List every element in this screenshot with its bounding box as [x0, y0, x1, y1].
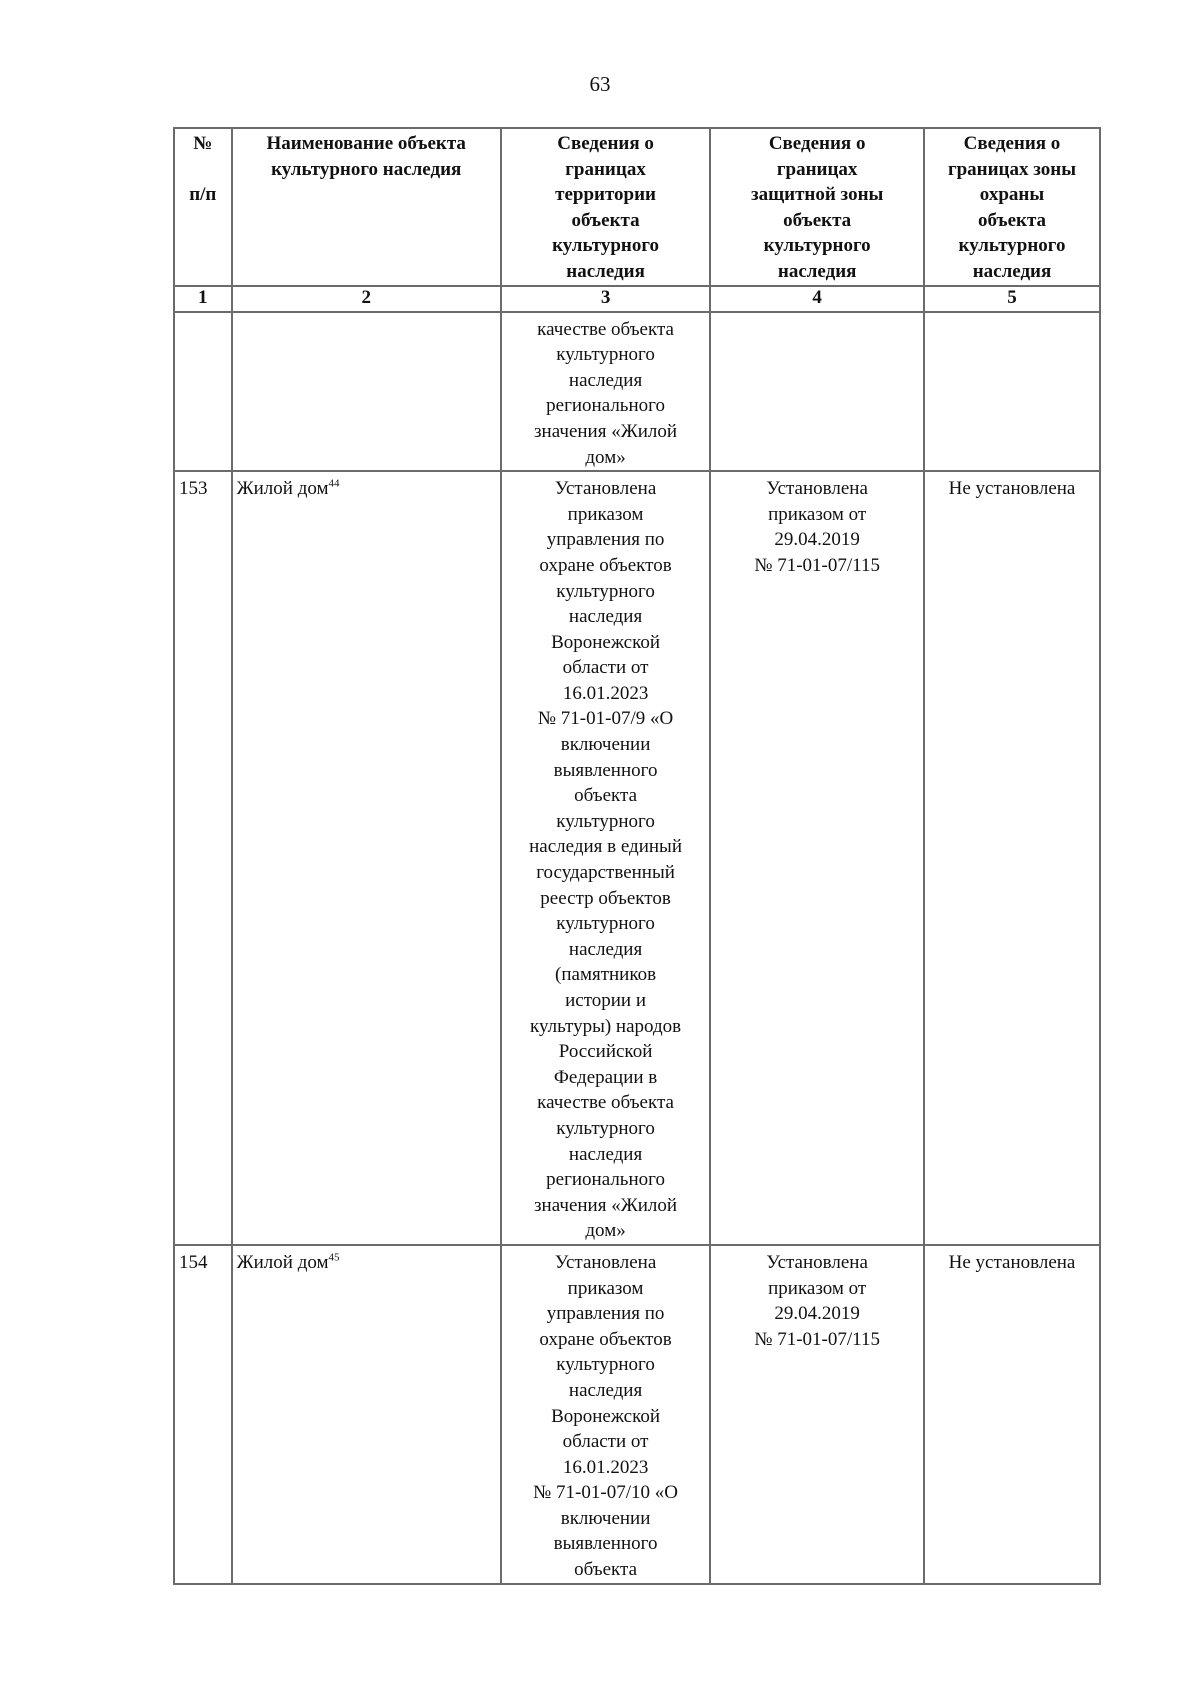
text-line: 29.04.2019 — [774, 529, 860, 551]
text-line: дом» — [585, 446, 626, 468]
cell-number — [174, 312, 232, 472]
text-line: наследия — [568, 938, 643, 960]
cell-protective-zone — [710, 471, 924, 1245]
cell-number: 154 — [174, 1245, 232, 1584]
text-line: 16.01.2023 — [562, 1456, 649, 1478]
cell-name — [232, 471, 501, 1245]
text-line: культурного — [556, 344, 655, 366]
text-line: защитной зоны — [750, 184, 884, 206]
text-line: истории и — [565, 990, 647, 1011]
header-name — [232, 128, 501, 286]
text-line: культуры) народов — [529, 1015, 682, 1037]
column-number: 5 — [924, 286, 1100, 312]
text-line: границах зоны — [947, 158, 1077, 180]
table-row — [174, 1245, 1100, 1584]
text-line: Установлена — [554, 478, 657, 500]
text-line: регионального — [546, 1169, 665, 1191]
header-protective-zone — [710, 128, 924, 286]
table-row-continuation — [174, 312, 1100, 472]
text-line: наследия — [568, 1379, 643, 1401]
text-line: Наименование объекта — [266, 133, 466, 154]
header-row — [174, 128, 1100, 286]
text-line: области от — [562, 657, 649, 679]
text-line: 29.04.2019 — [774, 1303, 860, 1325]
text-line: наследия — [972, 260, 1052, 282]
text-line: объекта — [574, 785, 638, 807]
text-line: Установлена — [766, 1251, 868, 1273]
cell-territory — [501, 312, 711, 472]
text-line: дом» — [585, 1220, 626, 1242]
footnote-ref: 44 — [328, 477, 340, 490]
text-line: охране объектов — [539, 554, 672, 576]
text-line: границах — [776, 158, 858, 180]
text-line: охране объектов — [539, 1328, 672, 1350]
text-line: наследия — [566, 260, 645, 282]
text-line: Установлена — [554, 1251, 657, 1273]
text-line: Федерации в — [553, 1066, 658, 1088]
text-line: наследия — [568, 369, 643, 391]
text-line: объекта — [571, 209, 640, 231]
header-protection-zone — [924, 128, 1100, 286]
text-line: культурного наследия — [271, 158, 462, 180]
text-line: № 71-01-07/9 «О — [537, 708, 674, 730]
page-number: 63 — [589, 72, 611, 96]
text-line: Сведения о — [963, 133, 1061, 154]
cell-territory — [501, 471, 711, 1245]
text-line: Воронежской — [551, 631, 661, 653]
cell-protection-zone: Не установлена — [924, 471, 1100, 1245]
text-line: Сведения о — [557, 133, 654, 154]
text-line: государственный — [536, 862, 675, 884]
text-line: Сведения о — [768, 133, 866, 154]
text-line: культурного — [552, 235, 660, 257]
column-number: 4 — [710, 286, 924, 312]
column-numbers-row — [174, 286, 1100, 312]
object-name: Жилой дом — [236, 1251, 329, 1273]
text-line: культурного — [556, 810, 655, 832]
text-line: приказом — [567, 1277, 644, 1299]
text-line: границах — [565, 158, 646, 180]
column-number: 3 — [501, 286, 711, 312]
text-line: № 71-01-07/10 «О — [533, 1482, 678, 1504]
text-line: культурного — [556, 580, 655, 602]
text-line: включении — [560, 1507, 651, 1529]
text-line: наследия — [777, 260, 857, 282]
column-number: 2 — [232, 286, 501, 312]
header-territory — [501, 128, 711, 286]
text-line: № 71-01-07/115 — [754, 554, 880, 576]
cell-territory — [501, 1245, 711, 1584]
cell-protection-zone — [924, 312, 1100, 472]
cell-number: 153 — [174, 471, 232, 1245]
text-line: включении — [560, 734, 651, 756]
text-line: Установлена — [766, 478, 868, 500]
text-line: области от — [562, 1431, 649, 1453]
text-line: качестве объекта — [537, 1092, 674, 1114]
text-line: приказом от — [768, 503, 867, 525]
text-line: наследия в единый — [529, 836, 682, 858]
header-number — [174, 128, 232, 286]
cell-protection-zone: Не установлена — [924, 1245, 1100, 1584]
text-line: приказом от — [768, 1277, 867, 1299]
text-line: управления по — [546, 529, 665, 551]
header-number-pp: п/п — [189, 184, 217, 206]
cell-name — [232, 312, 501, 472]
cell-name — [232, 1245, 501, 1584]
text-line: управления по — [546, 1303, 665, 1325]
text-line: наследия — [568, 1143, 643, 1165]
text-line: объекта — [783, 209, 852, 231]
text-line: культурного — [556, 913, 655, 935]
text-line: значения «Жилой — [534, 420, 678, 442]
text-line: выявленного — [553, 759, 658, 781]
text-line: выявленного — [553, 1533, 658, 1555]
cell-protective-zone — [710, 312, 924, 472]
table-row — [174, 471, 1100, 1245]
text-line: Воронежской — [551, 1405, 661, 1427]
text-line: регионального — [546, 395, 665, 417]
text-line: охраны — [979, 184, 1045, 206]
footnote-ref: 45 — [328, 1251, 340, 1264]
text-line: культурного — [763, 235, 871, 257]
text-line: (памятников — [555, 964, 657, 986]
column-number: 1 — [174, 286, 232, 312]
text-line: объекта — [977, 209, 1047, 231]
cell-protective-zone — [710, 1245, 924, 1584]
text-line: приказом — [567, 503, 644, 525]
text-line: № 71-01-07/115 — [754, 1328, 880, 1350]
text-line: реестр объектов — [540, 887, 671, 909]
heritage-registry-table — [173, 127, 1101, 1585]
text-line: 16.01.2023 — [562, 682, 649, 704]
text-line: культурного — [556, 1354, 655, 1376]
text-line: объекта — [574, 1559, 638, 1581]
text-line: качестве объекта — [537, 318, 674, 340]
text-line: значения «Жилой — [534, 1194, 678, 1216]
object-name: Жилой дом — [236, 478, 329, 500]
text-line: культурного — [556, 1117, 655, 1139]
text-line: территории — [555, 184, 657, 206]
text-line: наследия — [568, 606, 643, 628]
text-line: Российской — [558, 1041, 653, 1063]
header-number-symbol: № — [193, 133, 213, 154]
text-line: культурного — [958, 235, 1066, 257]
